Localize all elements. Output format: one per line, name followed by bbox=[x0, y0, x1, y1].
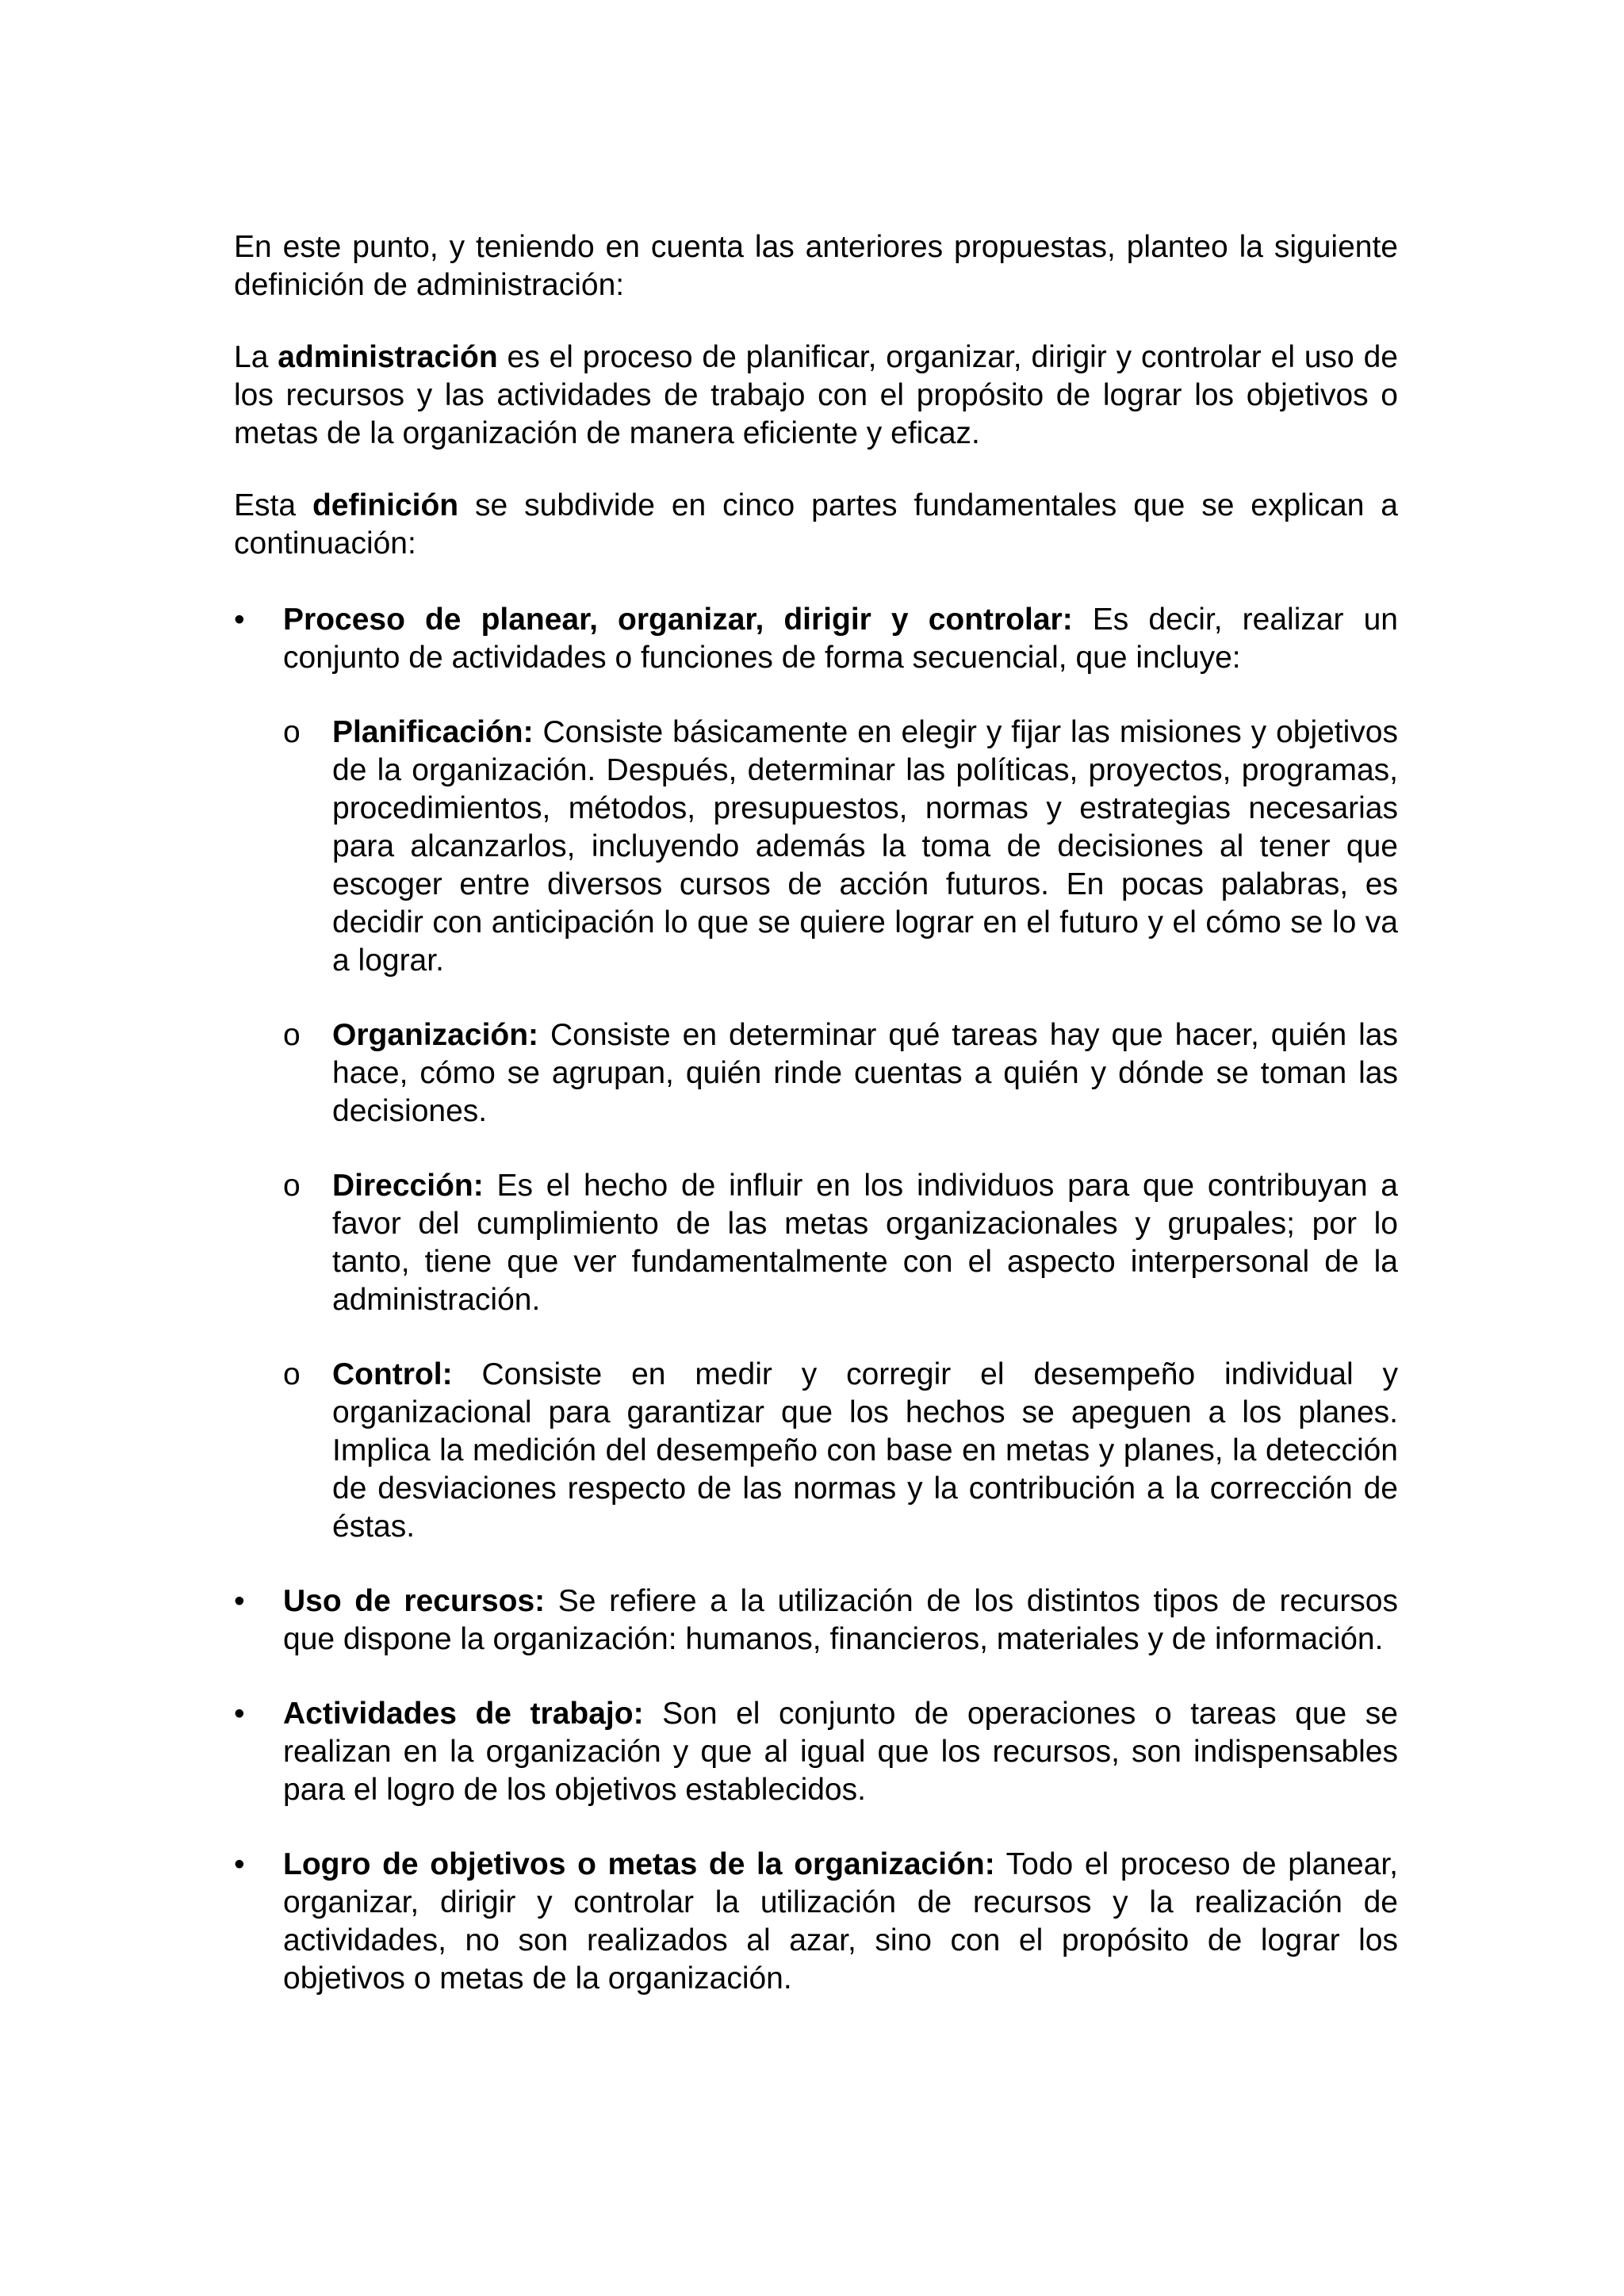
bullet-marker: • bbox=[234, 1697, 245, 1731]
sub-list-item-title: Organización: bbox=[332, 1018, 539, 1052]
sub-list-item-text: Consiste básicamente en elegir y fijar las misiones y objetivos de la organización. Después, determinar las políticas, proyectos, programas, procedimientos, métodos, presupuestos, normas y estrategias necesarias para alcanzarlos, incluyendo además la toma de decisiones al tener que escoger entre diversos cursos de acción futuros. En pocas palabras, es decidir con anticipación lo que se quiere lograr en el futuro y el cómo se lo va a lograr. bbox=[332, 715, 1398, 978]
sub-list-item-title: Control: bbox=[332, 1357, 453, 1391]
document-page bbox=[234, 228, 1398, 1998]
definition-prefix: La bbox=[234, 340, 278, 374]
intro-text: En este punto, y teniendo en cuenta las anteriores propuestas, planteo la siguiente definición de administración: bbox=[234, 230, 1398, 302]
subdivision-prefix: Esta bbox=[234, 488, 312, 522]
bullet-marker: • bbox=[234, 1847, 245, 1881]
sub-list-item bbox=[234, 1167, 1398, 1319]
sub-list-item-title: Dirección: bbox=[332, 1169, 484, 1203]
sub-bullet-marker: o bbox=[283, 1169, 301, 1203]
subdivision-term: definición bbox=[312, 488, 459, 522]
definition-paragraph bbox=[234, 339, 1398, 453]
definition-rest: es el proceso de planificar, organizar, dirigir y controlar el uso de los recursos y las actividades de trabajo con el propósito de lograr los objetivos o metas de la organización de manera eficiente y eficaz. bbox=[234, 340, 1398, 450]
bullet-marker: • bbox=[234, 1584, 245, 1618]
sub-list-item-text: Es el hecho de influir en los individuos para que contribuyan a favor del cumplimiento de las metas organizacionales y grupales; por lo tanto, tiene que ver fundamentalmente con el aspecto interpersonal de la administración. bbox=[332, 1169, 1398, 1317]
sub-list-item bbox=[234, 1356, 1398, 1546]
sub-bullet-marker: o bbox=[283, 1018, 301, 1052]
list-item-text: Se refiere a la utilización de los distintos tipos de recursos que dispone la organización: humanos, financieros, materiales y de información. bbox=[283, 1584, 1399, 1656]
intro-paragraph bbox=[234, 228, 1398, 304]
list-item bbox=[234, 1695, 1398, 1809]
list-item-title: Uso de recursos: bbox=[283, 1584, 546, 1618]
sub-list-item-text: Consiste en medir y corregir el desempeño individual y organizacional para garantizar que los hechos se apeguen a los planes. Implica la medición del desempeño con base en metas y planes, la detección de desviaciones respecto de las normas y la contribución a la corrección de éstas. bbox=[332, 1357, 1398, 1544]
list-item-title: Proceso de planear, organizar, dirigir y controlar: bbox=[283, 603, 1073, 637]
sub-bullet-marker: o bbox=[283, 1357, 301, 1391]
sub-bullet-marker: o bbox=[283, 715, 301, 749]
list-item bbox=[234, 601, 1398, 677]
subdivision-rest: se subdivide en cinco partes fundamentales que se explican a continuación: bbox=[234, 488, 1398, 561]
list-item-title: Actividades de trabajo: bbox=[283, 1697, 644, 1731]
sub-list-item-text: Consiste en determinar qué tareas hay que hacer, quién las hace, cómo se agrupan, quién rinde cuentas a quién y dónde se toman las decisiones. bbox=[332, 1018, 1398, 1128]
sub-list-item-title: Planificación: bbox=[332, 715, 534, 749]
list-item-text: Son el conjunto de operaciones o tareas que se realizan en la organización y que al igual que los recursos, son indispensables para el logro de los objetivos establecidos. bbox=[283, 1697, 1398, 1807]
list-item bbox=[234, 1582, 1398, 1659]
bullet-marker: • bbox=[234, 603, 245, 637]
definition-term: administración bbox=[278, 340, 498, 374]
subdivision-paragraph bbox=[234, 487, 1398, 563]
list-item-title: Logro de objetivos o metas de la organización: bbox=[283, 1847, 995, 1881]
list-item bbox=[234, 1846, 1398, 1998]
sub-list-item bbox=[234, 1016, 1398, 1131]
list-item-text: Todo el proceso de planear, organizar, dirigir y controlar la utilización de recursos y la realización de actividades, no son realizados al azar, sino con el propósito de lograr los objetivos o metas de la organización. bbox=[283, 1847, 1399, 1996]
list-item-text: Es decir, realizar un conjunto de actividades o funciones de forma secuencial, que incluye: bbox=[283, 603, 1398, 675]
sub-list-item bbox=[234, 714, 1398, 980]
